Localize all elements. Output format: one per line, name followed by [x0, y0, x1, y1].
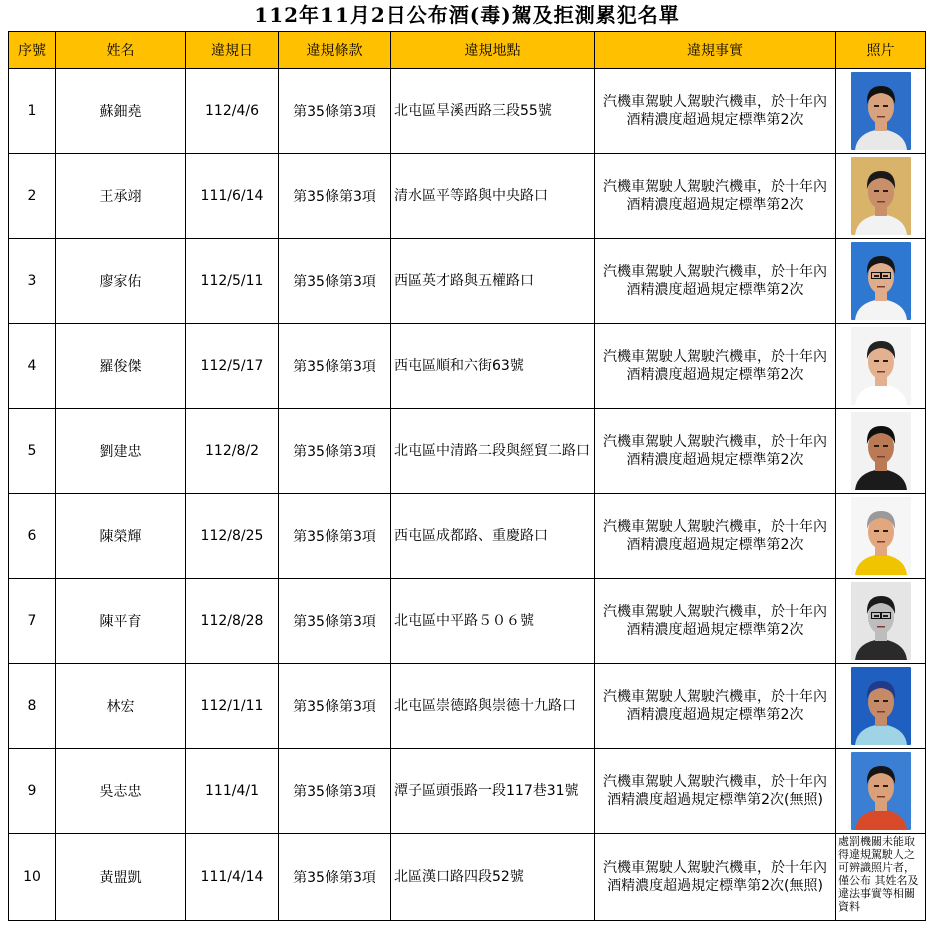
table-header-row [9, 32, 926, 69]
cell-photo [836, 494, 926, 579]
cell-fact [595, 494, 836, 579]
cell-name: 羅俊傑 [56, 324, 186, 409]
table-row [9, 579, 926, 664]
portrait-photo [851, 327, 911, 405]
cell-fact [595, 834, 836, 921]
cell-fact [595, 69, 836, 154]
cell-photo [836, 239, 926, 324]
cell-no: 10 [9, 834, 56, 921]
portrait-photo [851, 497, 911, 575]
cell-date: 112/8/28 [186, 579, 279, 664]
fact-line-1: 汽機車駕駛人駕駛汽機車，於十年內 [603, 689, 827, 705]
fact-line-2: 酒精濃度超過規定標準第2次 [626, 622, 804, 638]
cell-no: 1 [9, 69, 56, 154]
cell-location: 清水區平等路與中央路口 [391, 154, 595, 239]
cell-photo [836, 69, 926, 154]
fact-line-1: 汽機車駕駛人駕駛汽機車，於十年內 [603, 434, 827, 450]
table-row [9, 834, 926, 921]
cell-no: 2 [9, 154, 56, 239]
fact-line-1: 汽機車駕駛人駕駛汽機車，於十年內 [603, 264, 827, 280]
portrait-photo [851, 72, 911, 150]
cell-name: 陳平育 [56, 579, 186, 664]
cell-date: 112/1/11 [186, 664, 279, 749]
cell-date: 111/4/1 [186, 749, 279, 834]
cell-photo [836, 409, 926, 494]
col-header-photo: 照片 [836, 32, 926, 69]
cell-clause: 第35條第3項 [279, 409, 391, 494]
cell-clause: 第35條第3項 [279, 154, 391, 239]
portrait-photo [851, 582, 911, 660]
portrait-photo [851, 412, 911, 490]
cell-fact [595, 154, 836, 239]
cell-no: 5 [9, 409, 56, 494]
cell-fact [595, 579, 836, 664]
fact-line-2: 酒精濃度超過規定標準第2次 [626, 537, 804, 553]
fact-line-2: 酒精濃度超過規定標準第2次 [626, 367, 804, 383]
cell-photo [836, 749, 926, 834]
cell-date: 112/5/11 [186, 239, 279, 324]
page-title: 112年11月2日公布酒(毒)駕及拒測累犯名單 [254, 3, 680, 27]
cell-date: 111/4/14 [186, 834, 279, 921]
cell-clause: 第35條第3項 [279, 239, 391, 324]
cell-no: 9 [9, 749, 56, 834]
cell-name: 劉建忠 [56, 409, 186, 494]
fact-line-2: 酒精濃度超過規定標準第2次 [626, 452, 804, 468]
cell-date: 112/8/2 [186, 409, 279, 494]
cell-date: 112/8/25 [186, 494, 279, 579]
table-row [9, 239, 926, 324]
table-row [9, 749, 926, 834]
cell-location: 西屯區順和六街63號 [391, 324, 595, 409]
fact-line-1: 汽機車駕駛人駕駛汽機車，於十年內 [603, 179, 827, 195]
cell-photo [836, 664, 926, 749]
cell-clause: 第35條第3項 [279, 69, 391, 154]
cell-name: 廖家佑 [56, 239, 186, 324]
fact-line-2: 酒精濃度超過規定標準第2次(無照) [607, 878, 823, 894]
cell-fact [595, 409, 836, 494]
cell-no: 7 [9, 579, 56, 664]
fact-line-2: 酒精濃度超過規定標準第2次 [626, 112, 804, 128]
fact-line-1: 汽機車駕駛人駕駛汽機車，於十年內 [603, 349, 827, 365]
photo-unavailable-note: 處罰機關未能取得違規駕駛人之可辨識照片者，僅公布 其姓名及違法事實等相關資料 [838, 835, 919, 913]
cell-location: 北屯區崇德路與崇德十九路口 [391, 664, 595, 749]
cell-clause: 第35條第3項 [279, 749, 391, 834]
cell-location: 北屯區旱溪西路三段55號 [391, 69, 595, 154]
table-row [9, 494, 926, 579]
cell-location: 北屯區中清路二段與經貿二路口 [391, 409, 595, 494]
col-header-location: 違規地點 [391, 32, 595, 69]
fact-line-2: 酒精濃度超過規定標準第2次 [626, 197, 804, 213]
cell-location: 西區英才路與五權路口 [391, 239, 595, 324]
cell-location: 北屯區中平路５０６號 [391, 579, 595, 664]
fact-line-1: 汽機車駕駛人駕駛汽機車，於十年內 [603, 774, 827, 790]
cell-fact [595, 664, 836, 749]
cell-name: 王承翊 [56, 154, 186, 239]
cell-photo [836, 579, 926, 664]
col-header-name: 姓名 [56, 32, 186, 69]
col-header-fact: 違規事實 [595, 32, 836, 69]
cell-no: 8 [9, 664, 56, 749]
portrait-photo [851, 157, 911, 235]
portrait-photo [851, 752, 911, 830]
cell-fact [595, 239, 836, 324]
cell-name: 林宏 [56, 664, 186, 749]
col-header-clause: 違規條款 [279, 32, 391, 69]
cell-photo [836, 834, 926, 921]
cell-location: 潭子區頭張路一段117巷31號 [391, 749, 595, 834]
cell-clause: 第35條第3項 [279, 579, 391, 664]
table-row [9, 69, 926, 154]
portrait-photo [851, 242, 911, 320]
cell-photo [836, 324, 926, 409]
fact-line-1: 汽機車駕駛人駕駛汽機車，於十年內 [603, 519, 827, 535]
col-header-date: 違規日 [186, 32, 279, 69]
offender-table [8, 31, 926, 921]
cell-photo [836, 154, 926, 239]
col-header-no: 序號 [9, 32, 56, 69]
cell-date: 112/5/17 [186, 324, 279, 409]
cell-name: 黃盟凱 [56, 834, 186, 921]
cell-clause: 第35條第3項 [279, 324, 391, 409]
cell-date: 112/4/6 [186, 69, 279, 154]
table-row [9, 664, 926, 749]
cell-fact [595, 324, 836, 409]
table-body [9, 69, 926, 921]
fact-line-1: 汽機車駕駛人駕駛汽機車，於十年內 [603, 860, 827, 876]
cell-name: 吳志忠 [56, 749, 186, 834]
cell-name: 陳榮輝 [56, 494, 186, 579]
cell-no: 6 [9, 494, 56, 579]
cell-location: 西屯區成都路、重慶路口 [391, 494, 595, 579]
fact-line-2: 酒精濃度超過規定標準第2次 [626, 282, 804, 298]
cell-location: 北區漢口路四段52號 [391, 834, 595, 921]
cell-no: 4 [9, 324, 56, 409]
cell-clause: 第35條第3項 [279, 834, 391, 921]
fact-line-1: 汽機車駕駛人駕駛汽機車，於十年內 [603, 604, 827, 620]
fact-line-2: 酒精濃度超過規定標準第2次(無照) [607, 792, 823, 808]
cell-clause: 第35條第3項 [279, 664, 391, 749]
table-row [9, 154, 926, 239]
cell-name: 蘇鈿堯 [56, 69, 186, 154]
cell-no: 3 [9, 239, 56, 324]
fact-line-1: 汽機車駕駛人駕駛汽機車，於十年內 [603, 94, 827, 110]
table-row [9, 409, 926, 494]
cell-clause: 第35條第3項 [279, 494, 391, 579]
cell-fact [595, 749, 836, 834]
portrait-photo [851, 667, 911, 745]
fact-line-2: 酒精濃度超過規定標準第2次 [626, 707, 804, 723]
table-row [9, 324, 926, 409]
cell-date: 111/6/14 [186, 154, 279, 239]
